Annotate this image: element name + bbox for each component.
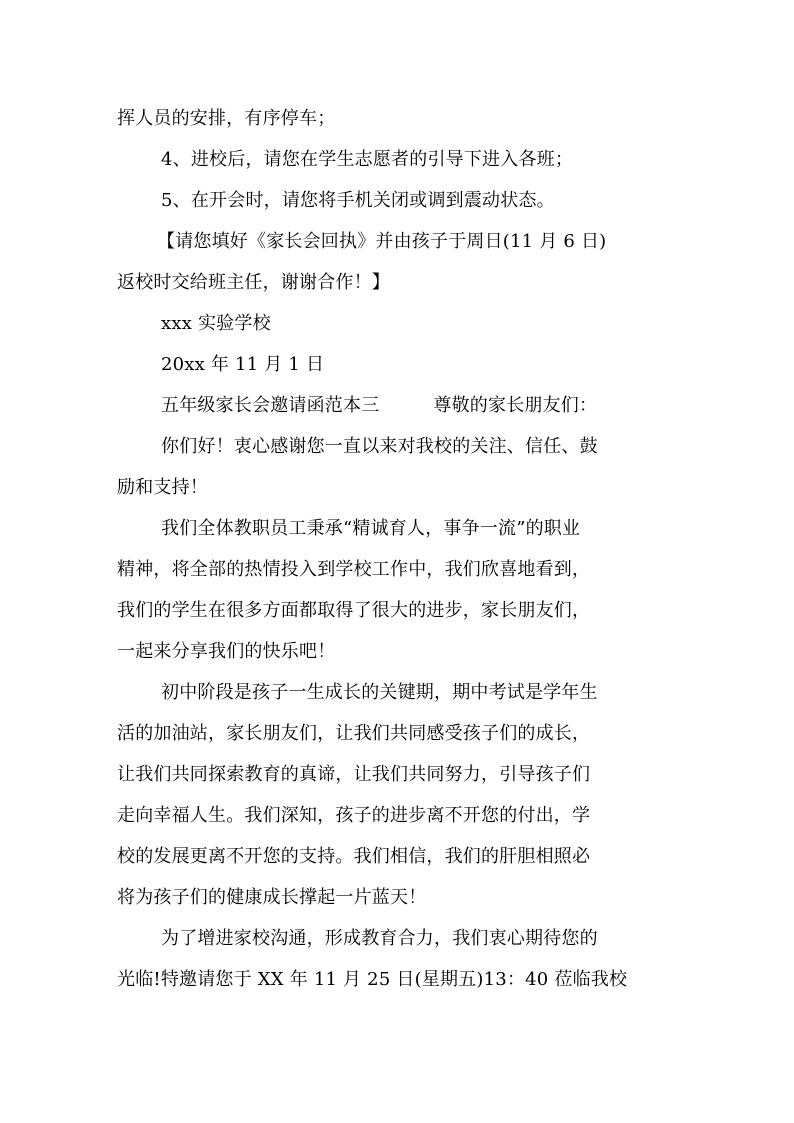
text-line-parking: 挥人员的安排，有序停车； <box>117 108 336 129</box>
text-line-junior-high-cont-5: 将为孩子们的健康成长撑起一片蓝天！ <box>117 887 427 908</box>
text-line-item-5: 5、在开会时，请您将手机关闭或调到震动状态。 <box>161 190 555 211</box>
text-line-thanks: 你们好！衷心感谢您一直以来对我校的关注、信任、鼓 <box>161 436 598 457</box>
text-line-junior-high: 初中阶段是孩子一生成长的关键期，期中考试是学年生 <box>161 682 598 703</box>
text-line-staff-cont-3: 一起来分享我们的快乐吧！ <box>117 641 336 662</box>
text-line-school-name: xxx 实验学校 <box>161 313 271 334</box>
text-line-heading <box>117 385 683 426</box>
text-line-junior-high-cont-4: 校的发展更离不开您的支持。我们相信，我们的肝胆相照必 <box>117 846 591 867</box>
text-line-staff-cont-1: 精神，将全部的热情投入到学校工作中，我们欣喜地看到， <box>117 559 591 580</box>
heading-title: 五年级家长会邀请函范本三 <box>161 395 380 416</box>
text-line-staff-cont-2: 我们的学生在很多方面都取得了很大的进步，家长朋友们， <box>117 600 591 621</box>
document-body <box>117 98 683 1000</box>
text-line-junior-high-cont-2: 让我们共同探索教育的真谛，让我们共同努力，引导孩子们 <box>117 764 591 785</box>
heading-greeting: 尊敬的家长朋友们： <box>433 395 598 416</box>
text-line-invitation: 为了增进家校沟通，形成教育合力，我们衷心期待您的 <box>161 928 598 949</box>
text-line-item-4: 4、进校后，请您在学生志愿者的引导下进入各班； <box>161 149 574 170</box>
text-line-date: 20xx 年 11 月 1 日 <box>161 354 325 375</box>
text-line-invitation-cont: 光临!特邀请您于 XX 年 11 月 25 日(星期五)13：40 莅临我校 <box>117 969 628 990</box>
text-line-thanks-cont: 励和支持！ <box>117 477 208 498</box>
text-line-junior-high-cont-3: 走向幸福人生。我们深知，孩子的进步离不开您的付出，学 <box>117 805 591 826</box>
text-line-staff: 我们全体教职员工秉承“精诚育人，事争一流”的职业 <box>161 518 581 539</box>
text-line-receipt-notice: 【请您填好《家长会回执》并由孩子于周日(11 月 6 日) <box>157 231 607 252</box>
text-line-receipt-notice-cont: 返校时交给班主任，谢谢合作！】 <box>117 272 390 293</box>
text-line-junior-high-cont-1: 活的加油站，家长朋友们，让我们共同感受孩子们的成长， <box>117 723 591 744</box>
